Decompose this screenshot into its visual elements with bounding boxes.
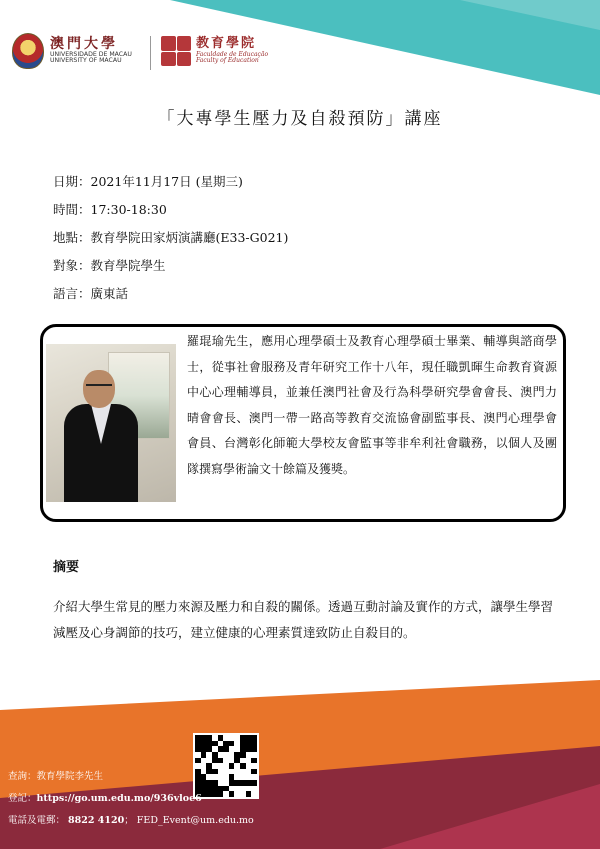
faculty-name-pt: Faculdade de Educação [196,50,269,58]
page-title: 「大專學生壓力及自殺預防」講座 [157,109,443,129]
detail-audience [53,252,288,280]
speaker-photo [46,344,176,502]
detail-venue [53,224,288,252]
speaker-bio: 羅琨瑜先生，應用心理學碩士及教育心理學碩士畢業、輔導與諮商學士，從事社會服務及青年研究工作十八年，現任職凱暉生命教育資源中心心理輔導員，並兼任澳門社會及行為科學研究學會會長、澳門力晴會會長、澳門一帶一路高等教育交流協會副監事長、澳門心理學會會員、台灣彰化師範大學校友會監事等非牟利社會職務，以個人及團隊撰寫學術論文十餘篇及獲獎。 [187,334,557,476]
registration-qr-code[interactable] [193,733,259,799]
university-logo [12,33,132,69]
contact-separator: ； [124,815,134,826]
detail-value: 17:30-18:30 [90,202,167,217]
detail-time [53,196,288,224]
detail-label: 地點： [53,230,91,245]
university-name-cn: 澳門大學 [50,36,118,53]
faculty-name-cn: 教育學院 [196,36,257,52]
footer-enquiry [8,768,103,782]
register-label: 登記： [8,793,37,804]
faculty-logo [161,36,268,66]
detail-value: 教育學院學生 [90,258,166,273]
register-link[interactable]: https://go.um.edu.mo/936vloe6 [36,793,202,804]
detail-label: 語言： [53,286,91,301]
faculty-seal-icon [161,36,191,66]
detail-label: 時間： [53,202,91,217]
detail-value: 2021年11月17日 (星期三) [90,174,243,189]
contact-phone: 8822 4120 [68,815,125,826]
detail-label: 對象： [53,258,91,273]
footer-register [8,790,202,804]
detail-value: 教育學院田家炳演講廳(E33-G021) [90,230,289,245]
university-crest-icon [12,33,44,69]
university-name-en: UNIVERSITY OF MACAU [50,57,122,65]
event-details [53,168,288,308]
qr-module [251,791,257,797]
detail-date [53,168,288,196]
abstract-body: 介紹大學生常見的壓力來源及壓力和自殺的關係。透過互動討論及實作的方式，讓學生學習減壓及心身調節的技巧，建立健康的心理素質達致防止自殺目的。 [53,599,554,640]
header-light-teal-triangle [460,0,600,30]
faculty-name-en: Faculty of Education [196,57,259,65]
enquiry-value: 教育學院李先生 [36,771,104,782]
detail-value: 廣東話 [90,286,129,301]
detail-label: 日期： [53,174,91,189]
contact-label: 電話及電郵： [8,815,66,826]
abstract-heading: 摘要 [53,560,80,575]
logo-divider [150,36,151,70]
university-name-pt: UNIVERSIDADE DE MACAU [50,50,132,58]
enquiry-label: 查詢： [8,771,37,782]
detail-language [53,280,288,308]
contact-email[interactable]: FED_Event@um.edu.mo [136,815,254,826]
footer-contact [8,812,254,826]
